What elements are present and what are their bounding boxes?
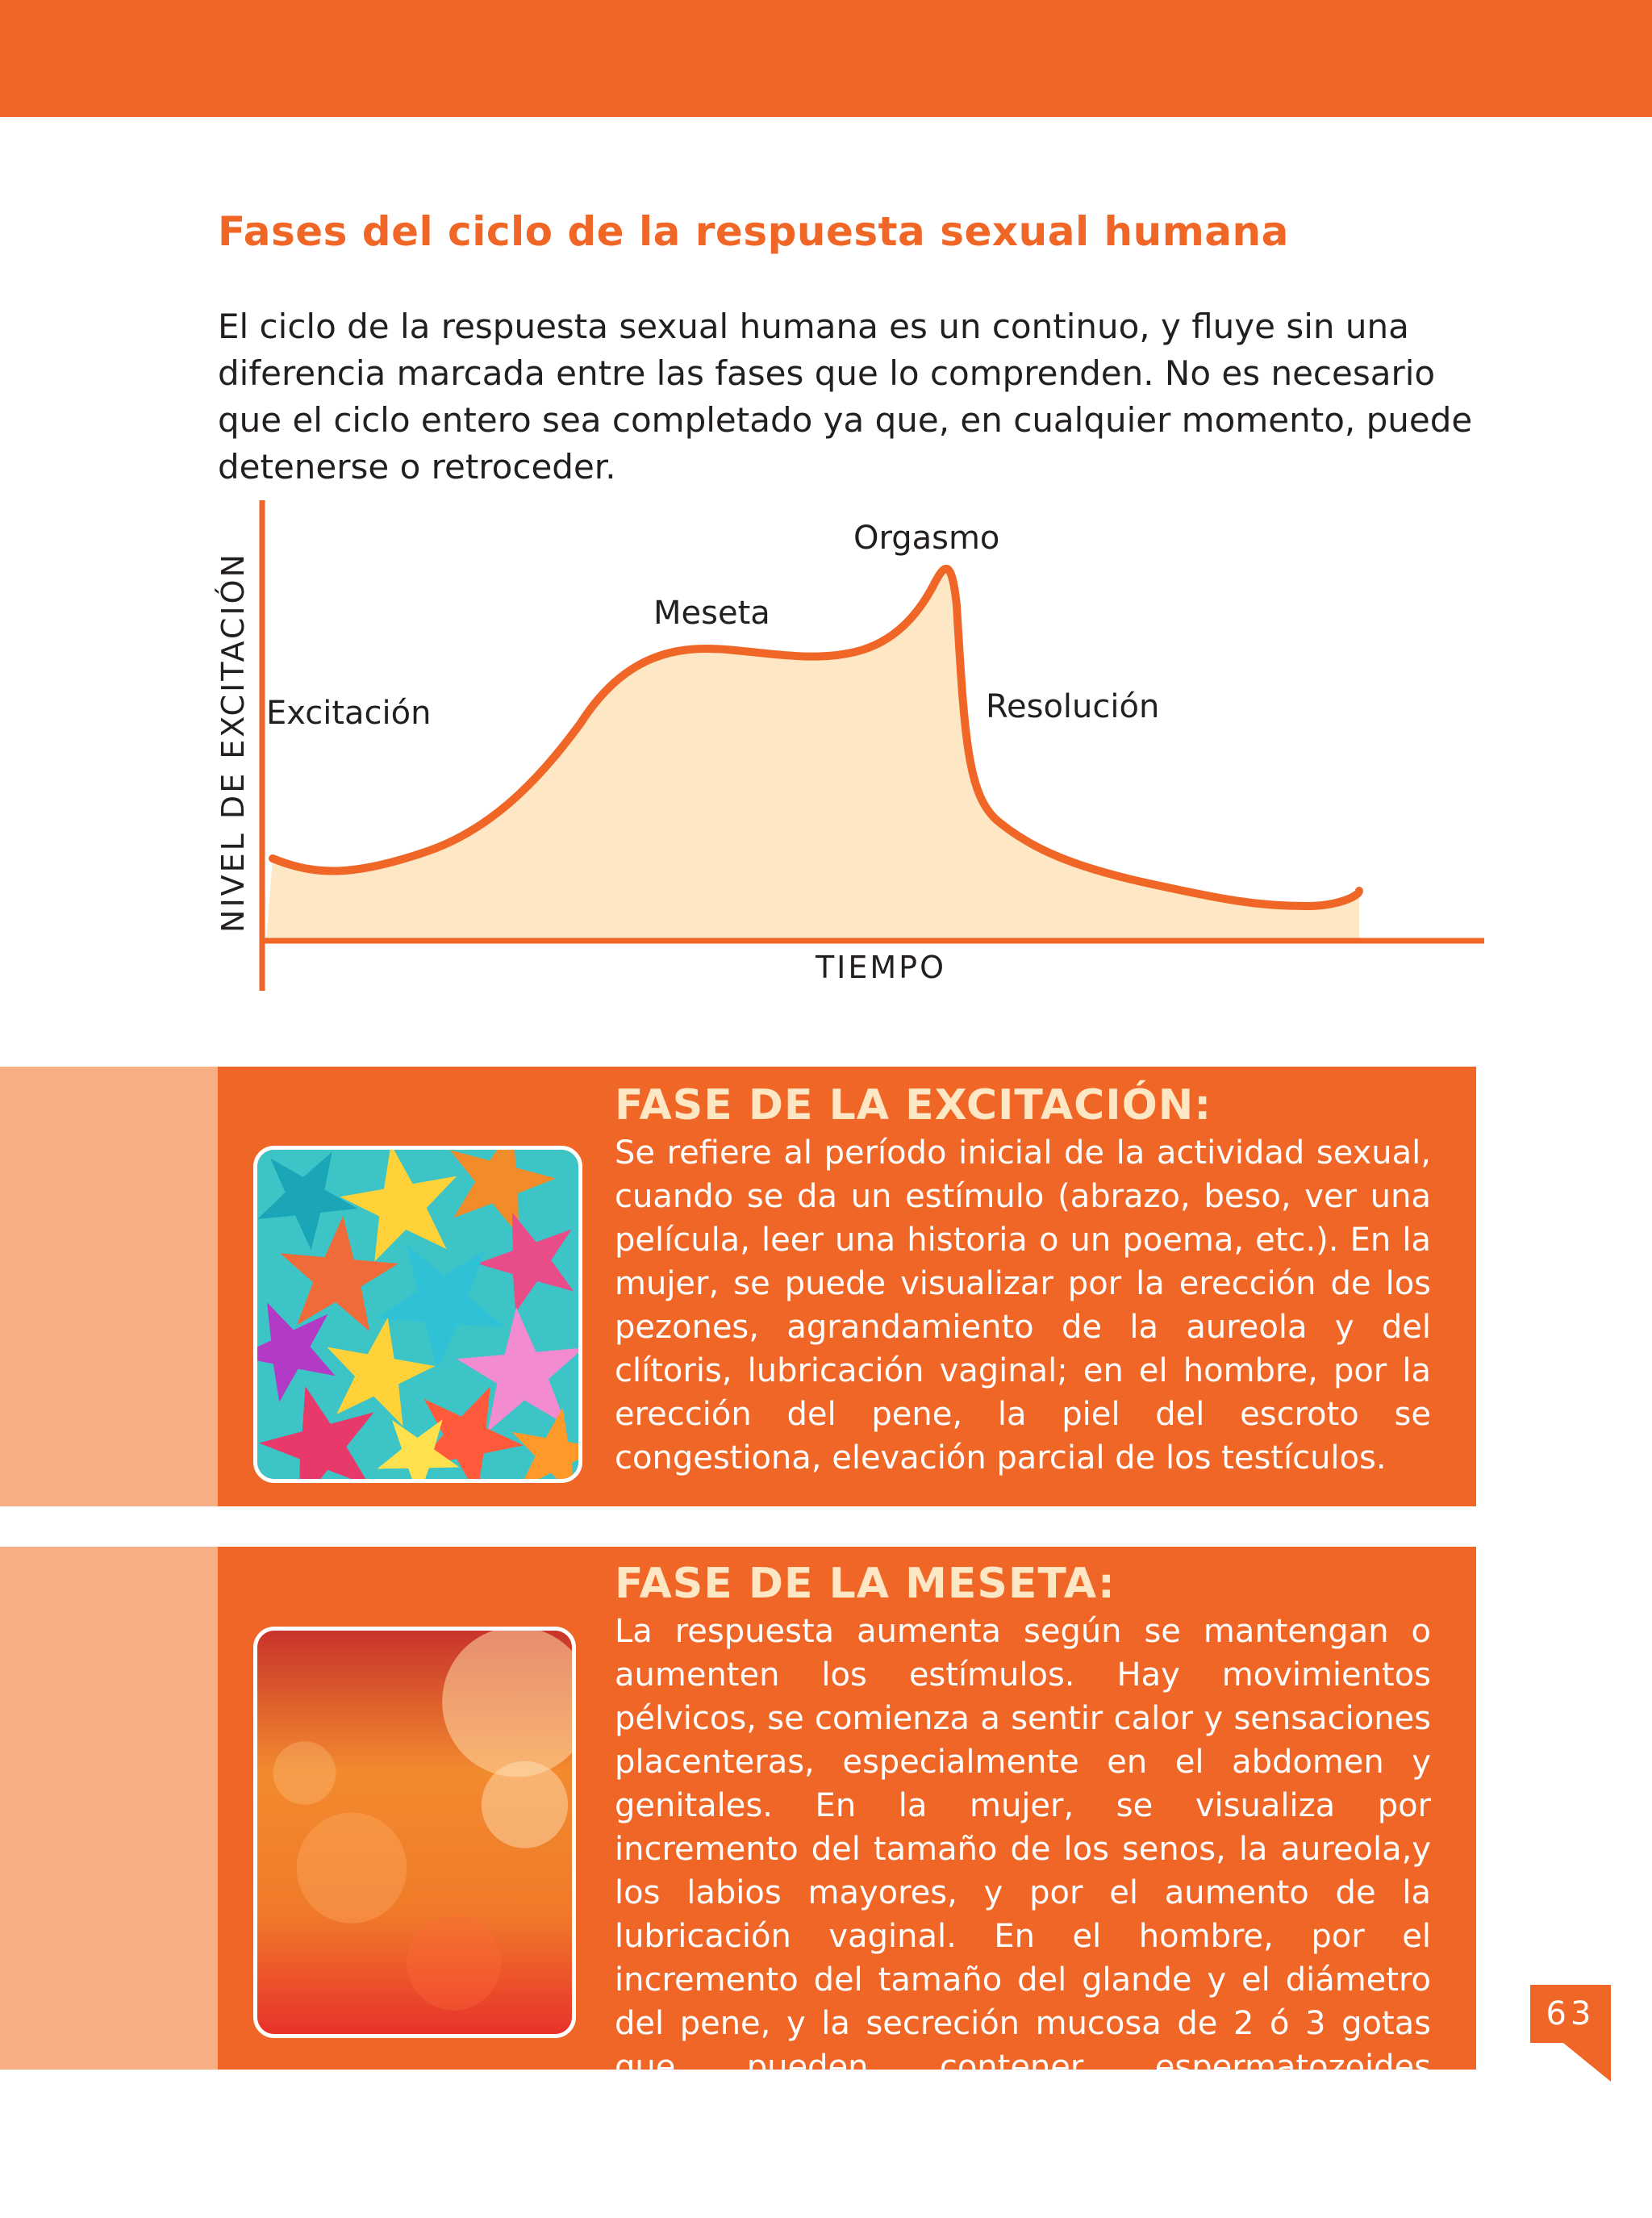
page-number-tail xyxy=(1563,2043,1611,2082)
side-tab-meseta xyxy=(0,1547,218,2070)
page-number: 63 xyxy=(1530,1985,1611,2043)
phase-label-meseta: Meseta xyxy=(653,595,770,632)
section-body: La respuesta aumenta según se mantengan o aumenten los estímulos. Hay movimientos pélvicos, se comienza a sentir calor y sensaciones placenteras, especialmente en el abdomen y genitales. En la mujer, se visualiza por incremento del tamaño de los senos, la aureola,y los labios mayores, y por el aumento de la lubricación vaginal. En el hombre, por el incremento del tamaño del glande y el diámetro del pene, y la secreción mucosa de 2 ó 3 gotas que pueden contener espermatozoides fecundantes. xyxy=(615,1613,1431,2129)
section-excitacion xyxy=(218,1067,1476,1506)
page-title: Fases del ciclo de la respuesta sexual humana xyxy=(218,208,1289,255)
stars-photo xyxy=(253,1146,582,1483)
phase-label-orgasmo: Orgasmo xyxy=(853,520,1000,557)
curve-area xyxy=(266,569,1359,941)
y-axis-label: NIVEL DE EXCITACIÓN xyxy=(215,552,251,933)
phase-label-resolucion: Resolución xyxy=(986,688,1160,725)
section-body: Se refiere al período inicial de la actividad sexual, cuando se da un estímulo (abrazo, beso, ver una película, leer una historia o un poema, etc.). En la mujer, se puede visualizar por la erección de los pezones, agrandamiento de la aureola y del clítoris, lubricación vaginal; en el hombre, por la erección del pene, la piel del escroto se congestiona, elevación parcial de los testículos. xyxy=(615,1134,1431,1477)
x-axis-label: TIEMPO xyxy=(815,950,947,985)
section-meseta xyxy=(218,1547,1476,2129)
intro-paragraph: El ciclo de la respuesta sexual humana es un continuo, y fluye sin una diferencia marcada entre las fases que lo comprenden. No es necesario que el ciclo entero sea completado ya que, en cualquier momento, puede detenerse o retroceder. xyxy=(218,307,1473,487)
phase-label-excitacion: Excitación xyxy=(266,695,432,732)
side-tab-excitacion xyxy=(0,1067,218,1506)
section-heading: FASE DE LA EXCITACIÓN: xyxy=(615,1081,1212,1130)
bokeh-photo xyxy=(253,1627,576,2038)
section-heading: FASE DE LA MESETA: xyxy=(615,1560,1116,1608)
